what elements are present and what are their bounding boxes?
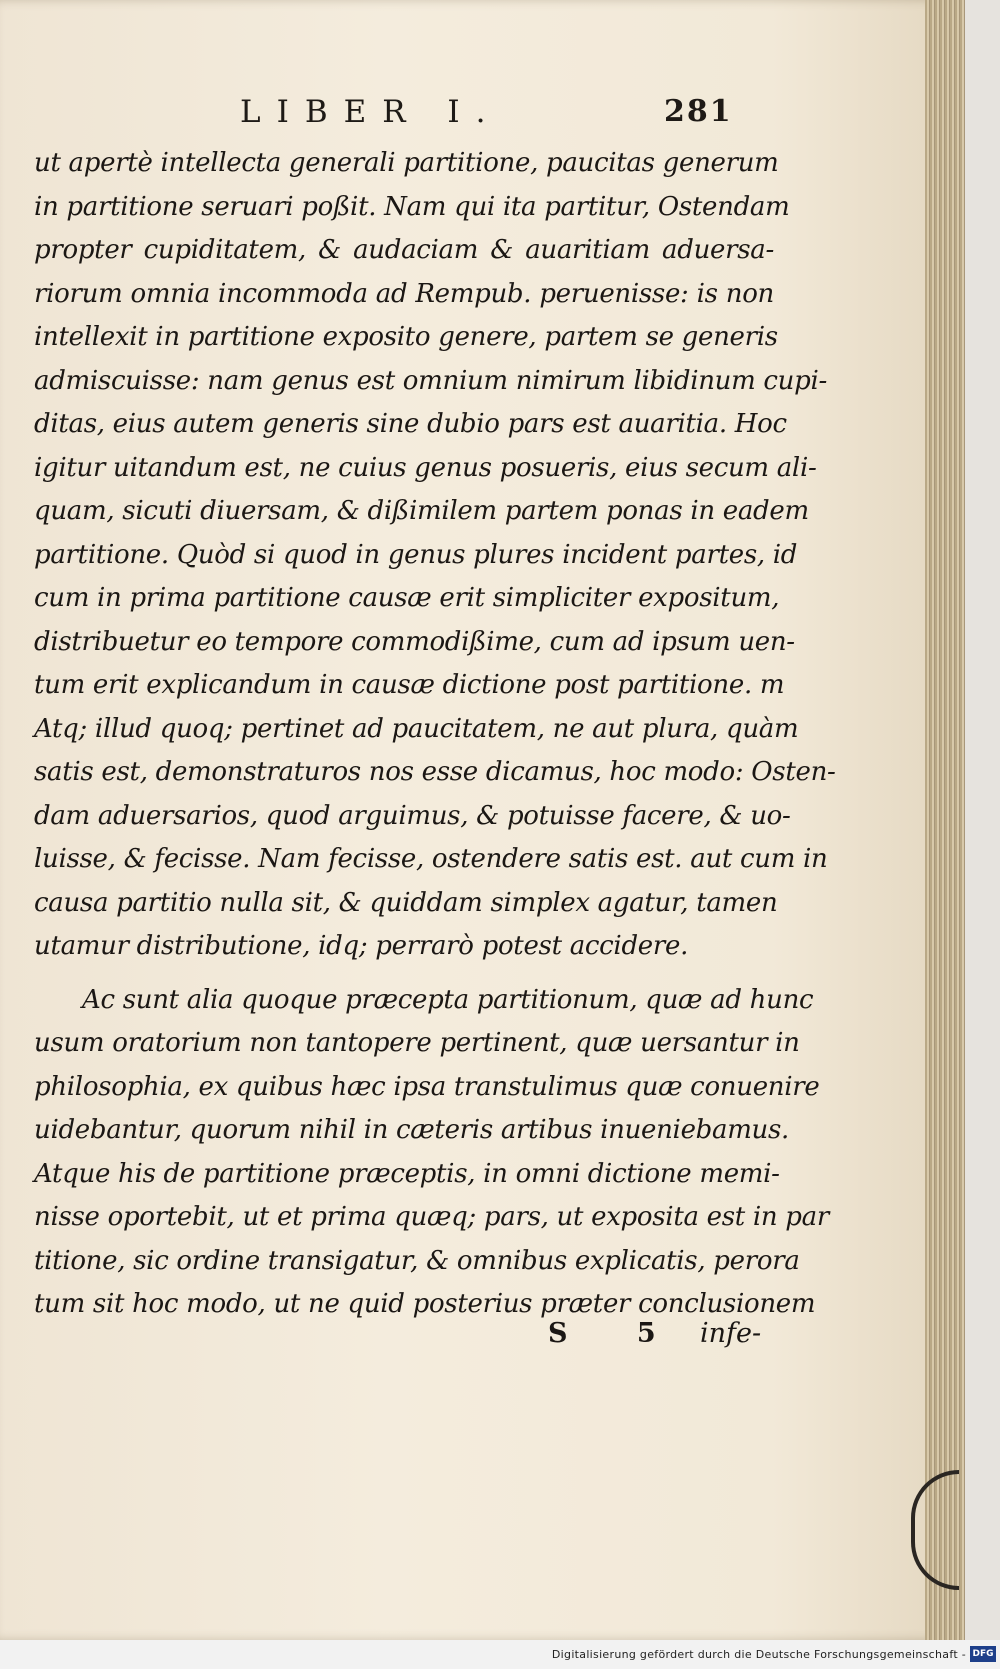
text-line: distribuetur eo tempore commodißime, cum ad ipsum uen-: [34, 626, 795, 657]
page-header: [0, 94, 965, 134]
text-line: cum in prima partitione causæ erit simpliciter expositum,: [34, 583, 780, 613]
body-text: [34, 142, 836, 1327]
text-line: Atq; illud quoq; pertinet ad paucitatem, ne aut plura, quàm: [34, 713, 799, 744]
text-line: igitur uitandum est, ne cuius genus posueris, eius secum ali-: [34, 452, 817, 483]
page-curl-edge: [911, 1470, 959, 1590]
text-line: in partitione seruari poßit. Nam qui ita partitur, Ostendam: [34, 191, 790, 222]
text-line: partitione. Quòd si quod in genus plures incident partes, id: [34, 539, 798, 570]
text-line: tum sit hoc modo, ut ne quid posterius præter conclusionem: [34, 1289, 816, 1319]
text-line: nisse oportebit, ut et prima quæq; pars, ut exposita est in par: [34, 1202, 829, 1232]
page-footer: [0, 1318, 965, 1358]
signature-mark: S 5: [548, 1318, 686, 1349]
page-edge: [925, 0, 965, 1640]
text-line: ut apertè intellecta generali partitione, paucitas generum: [34, 148, 779, 178]
text-line: Ac sunt alia quoque præcepta partitionum, quæ ad hunc: [82, 984, 814, 1015]
text-line: causa partitio nulla sit, & quiddam simplex agatur, tamen: [34, 887, 778, 918]
text-line: tum erit explicandum in causæ dictione post partitione. m: [34, 670, 785, 700]
text-line: riorum omnia incommoda ad Rempub. peruenisse: is non: [34, 278, 774, 309]
dfg-logo-icon: DFG: [970, 1646, 996, 1662]
catchword: infe-: [700, 1318, 762, 1349]
text-line: satis est, demonstraturos nos esse dicamus, hoc modo: Osten-: [34, 757, 836, 787]
text-line: quam, sicuti diuersam, & dißimilem partem ponas in eadem: [34, 496, 809, 526]
text-line: luisse, & fecisse. Nam fecisse, ostendere satis est. aut cum in: [34, 844, 828, 874]
text-line: usum oratorium non tantopere pertinent, quæ uersantur in: [34, 1028, 800, 1058]
text-line: titione, sic ordine transigatur, & omnibus explicatis, perora: [34, 1245, 800, 1276]
text-line: utamur distributione, idq; perrarò potest accidere.: [34, 931, 689, 961]
text-line: Atque his de partitione præceptis, in omni dictione memi-: [34, 1158, 780, 1189]
text-line: admiscuisse: nam genus est omnium nimirum libidinum cupi-: [34, 365, 827, 396]
running-head: LIBER I.: [240, 94, 502, 130]
text-line: ditas, eius autem generis sine dubio pars est auaritia. Hoc: [34, 409, 787, 439]
funding-credit: Digitalisierung gefördert durch die Deutsche Forschungsgemeinschaft -: [551, 1648, 966, 1661]
text-line: dam aduersarios, quod arguimus, & potuisse facere, & uo-: [34, 800, 791, 831]
text-line: uidebantur, quorum nihil in cæteris artibus inueniebamus.: [34, 1115, 790, 1145]
credit-bar: [0, 1640, 1000, 1669]
page-number: 281: [664, 94, 733, 129]
text-line: intellexit in partitione exposito genere, partem se generis: [34, 322, 778, 352]
text-line: philosophia, ex quibus hæc ipsa transtulimus quæ conuenire: [34, 1071, 820, 1102]
text-line: propter cupiditatem, & audaciam & auaritiam aduersa-: [34, 235, 774, 265]
